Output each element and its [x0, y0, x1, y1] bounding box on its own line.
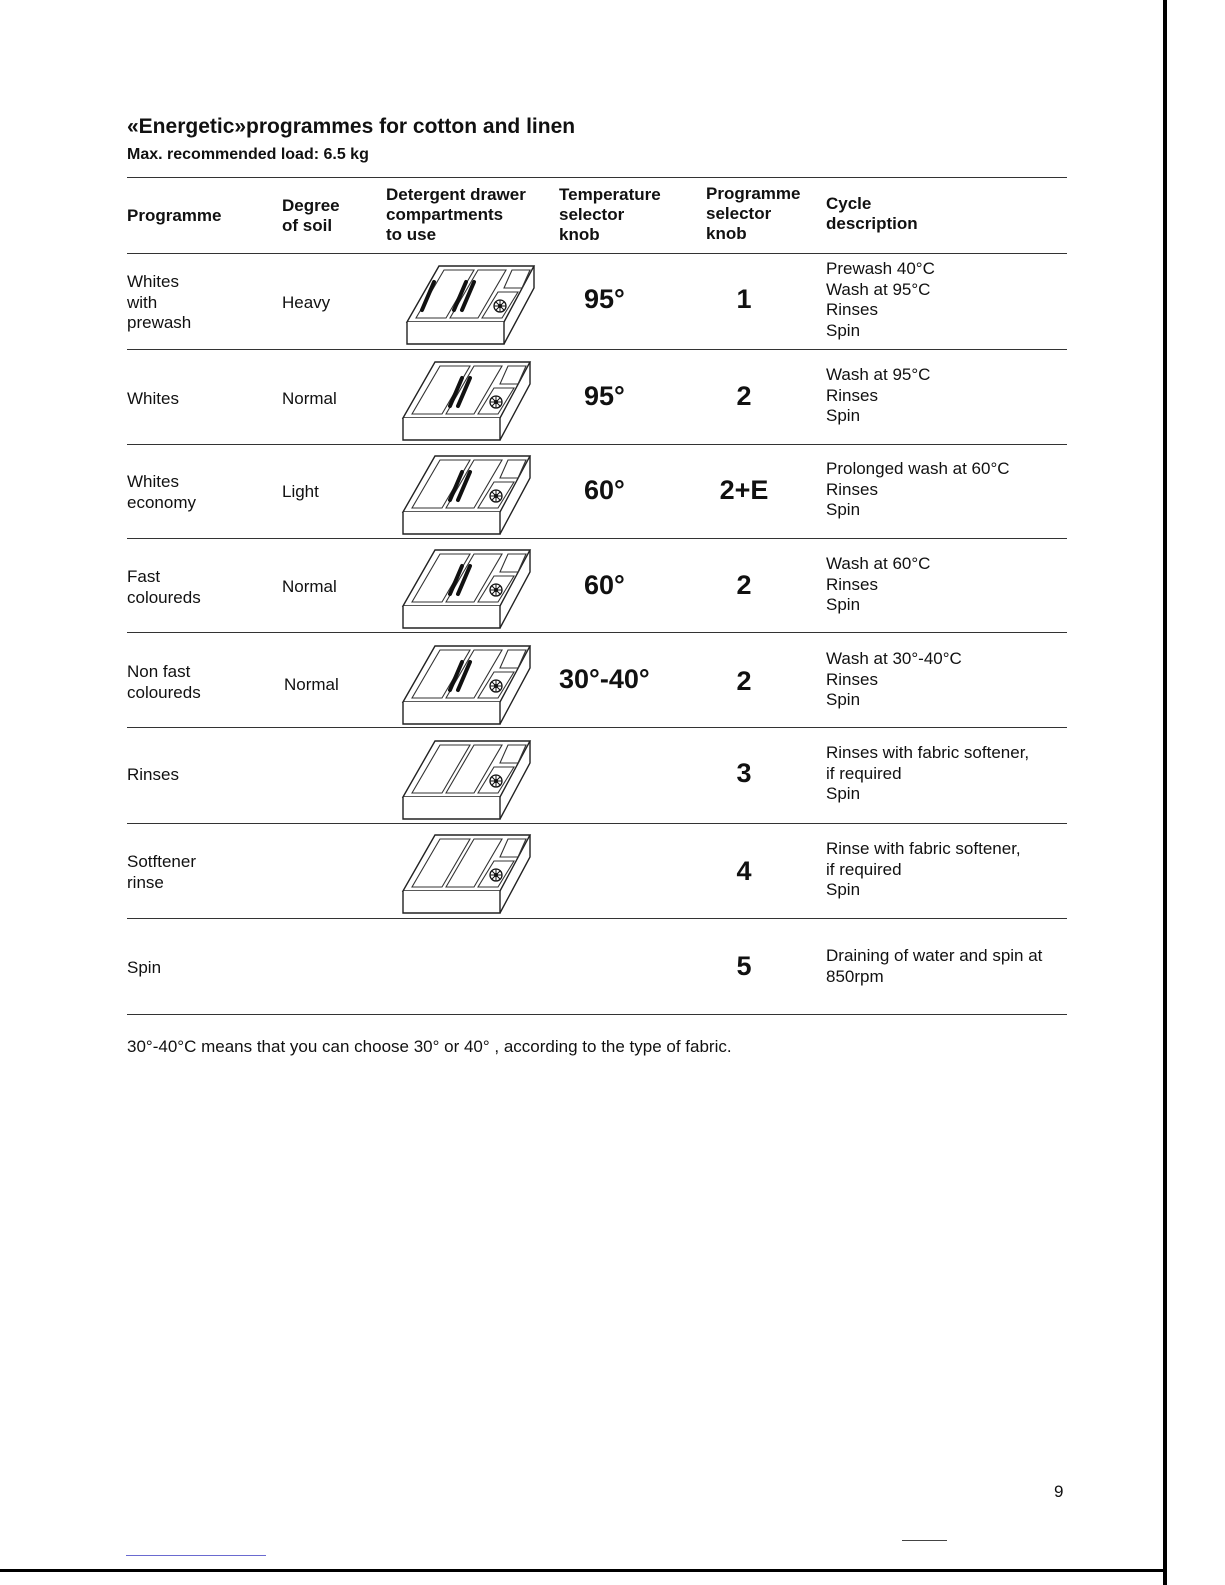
page-title: «Energetic»programmes for cotton and linen [127, 115, 576, 138]
detergent-drawer-icon [400, 544, 535, 630]
table-cell-cycle: Wash at 30°-40°C Rinses Spin [826, 649, 962, 709]
table-rule [127, 632, 1067, 633]
table-cell-temperature: 60° [584, 475, 625, 505]
header-cycle: Cycle description [826, 194, 918, 233]
table-cell-programme: Whites economy [127, 472, 196, 512]
table-cell-knob: 3 [736, 758, 752, 788]
table-rule [127, 349, 1067, 350]
table-cell-knob: 4 [736, 856, 752, 886]
table-cell-cycle: Prolonged wash at 60°C Rinses Spin [826, 459, 1010, 519]
table-rule [127, 727, 1067, 728]
table-cell-cycle: Rinse with fabric softener, if required Spin [826, 839, 1021, 899]
table-rule [127, 444, 1067, 445]
detergent-drawer-icon [400, 356, 535, 442]
detergent-drawer-icon [400, 640, 535, 726]
table-cell-knob: 2 [736, 666, 752, 696]
table-cell-soil: Normal [284, 675, 339, 694]
table-rule [127, 823, 1067, 824]
table-cell-temperature: 30°-40° [559, 664, 650, 694]
table-rule [127, 177, 1067, 178]
scan-mark [902, 1540, 947, 1541]
table-cell-programme: Whites with prewash [127, 272, 192, 332]
table-rule [127, 918, 1067, 919]
table-cell-programme: Fast coloureds [127, 567, 201, 607]
header-temperature: Temperature selector knob [559, 185, 661, 244]
table-cell-temperature: 95° [584, 284, 625, 314]
table-rule [127, 253, 1067, 254]
table-cell-cycle: Wash at 95°C Rinses Spin [826, 365, 931, 425]
table-cell-soil: Heavy [282, 293, 331, 312]
page-number: 9 [1054, 1482, 1064, 1501]
header-soil: Degree of soil [282, 196, 340, 235]
page-edge [1163, 0, 1167, 1585]
detergent-drawer-icon [400, 450, 535, 536]
table-cell-programme: Whites [127, 389, 179, 408]
table-cell-soil: Normal [282, 389, 337, 408]
table-cell-knob: 2+E [719, 475, 769, 505]
detergent-drawer-icon [404, 260, 539, 346]
table-cell-soil: Light [282, 482, 319, 501]
table-cell-knob: 2 [736, 381, 752, 411]
table-cell-cycle: Draining of water and spin at 850rpm [826, 946, 1043, 986]
table-cell-programme: Sotftener rinse [127, 852, 196, 892]
page-bottom-edge [0, 1569, 1163, 1572]
header-drawer: Detergent drawer compartments to use [386, 185, 526, 244]
subtitle: Max. recommended load: 6.5 kg [127, 146, 369, 163]
footnote: 30°-40°C means that you can choose 30° or 40° , according to the type of fabric. [127, 1037, 732, 1056]
table-cell-programme: Rinses [127, 765, 179, 784]
table-cell-cycle: Rinses with fabric softener, if required Spin [826, 743, 1030, 803]
table-rule [127, 538, 1067, 539]
detergent-drawer-icon [400, 829, 535, 915]
header-programme: Programme [127, 206, 222, 225]
detergent-drawer-icon [400, 735, 535, 821]
table-rule [127, 1014, 1067, 1015]
table-cell-soil: Normal [282, 577, 337, 596]
table-cell-programme: Spin [127, 958, 162, 977]
table-cell-temperature: 60° [584, 570, 625, 600]
table-cell-programme: Non fast coloureds [127, 662, 201, 702]
header-selector: Programme selector knob [706, 184, 801, 243]
table-cell-cycle: Wash at 60°C Rinses Spin [826, 554, 931, 614]
table-cell-knob: 5 [736, 951, 752, 981]
table-cell-cycle: Prewash 40°C Wash at 95°C Rinses Spin [826, 259, 935, 340]
table-cell-knob: 2 [736, 570, 752, 600]
table-cell-temperature: 95° [584, 381, 625, 411]
table-cell-knob: 1 [736, 284, 752, 314]
scan-mark [126, 1555, 266, 1556]
